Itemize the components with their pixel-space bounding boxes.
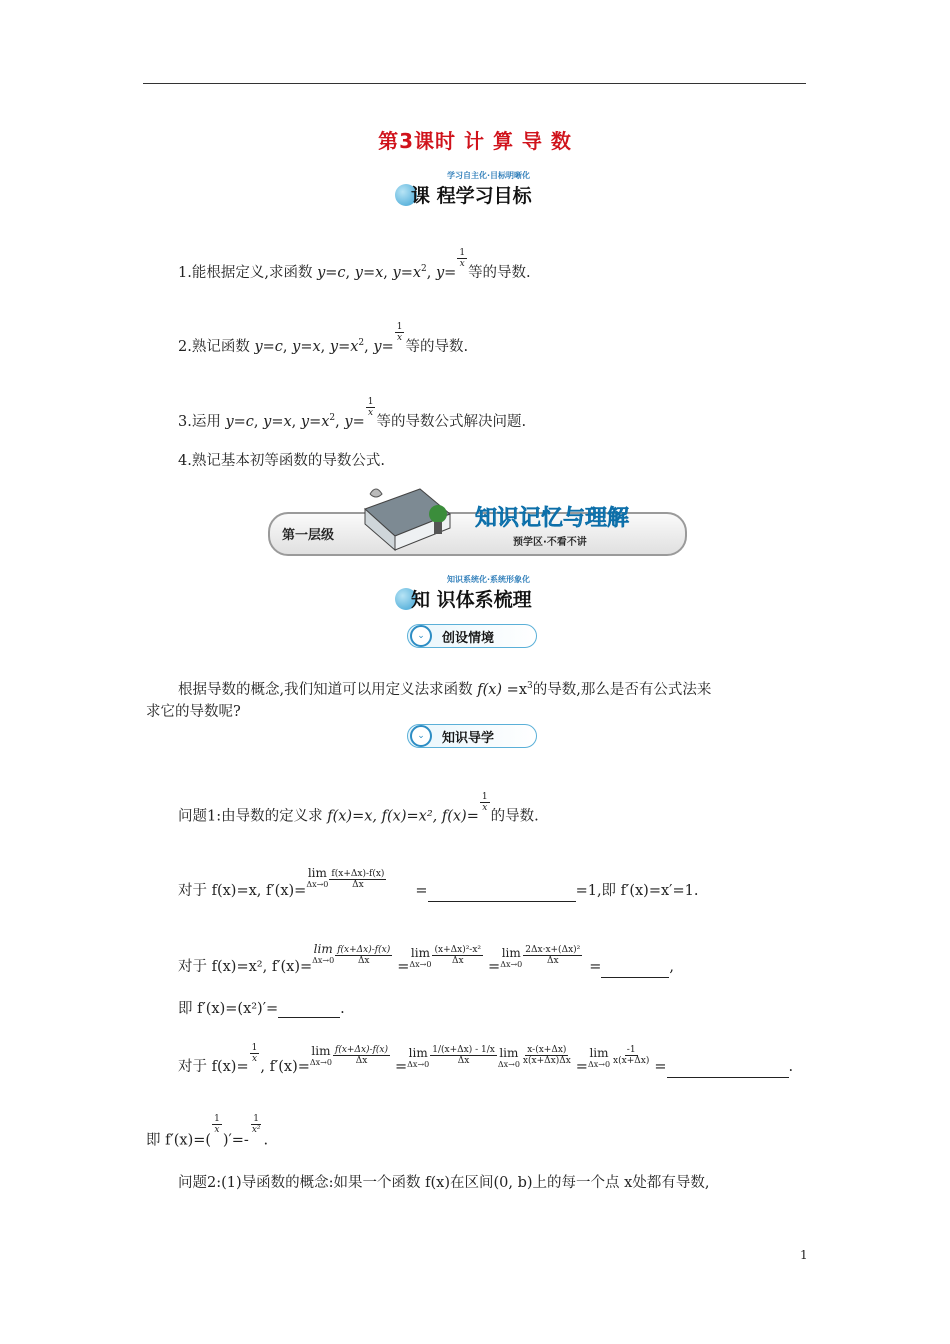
intro-paragraph-line1: 根据导数的概念,我们知道可以用定义法求函数 $f(x) =x^3$的导数,那么是否有公式法来 [178, 681, 712, 698]
banner-title: 知识记忆与理解 [475, 506, 630, 531]
book-icon [350, 484, 460, 554]
chevron-down-icon: ⌄ [410, 725, 432, 747]
answer-blank-3[interactable] [278, 1003, 340, 1018]
difference-quotient: $\frac{f(x+\Delta x)-f(x)}{\Delta x}$ [331, 868, 385, 890]
banner-level: 第一层级 [282, 528, 335, 543]
intro-paragraph-line2: 求它的导数呢? [146, 704, 241, 720]
section-header-knowledge [395, 574, 532, 612]
pill-knowledge-guide: ⌄ 知识导学 [407, 724, 537, 748]
goal-1: 1.能根据定义,求函数 y=c, y=x, $y=x^2$, y= $\frac{1}{x}$ 等的导数. [178, 248, 531, 281]
derivation-row-1: 对于 f(x)=x, f′(x)= lim Δx→0 $\frac{f(x+\Delta x)-f(x)}{\Delta x}$ = =1,即 f′(x)=x′=1. [178, 880, 698, 902]
section-title: 知 识体系梳理 [411, 589, 532, 611]
banner-subtitle: 预学区·不看不讲 [513, 537, 587, 548]
answer-blank-1[interactable] [428, 887, 576, 902]
derivation-row-4: 对于 f(x)= $\frac{1}{x}$ , f′(x)= lim Δx→0 $\frac{f(x+\Delta x)-f(x)}{\Delta x}$ = lim Δx→0 $\frac{1/(x+\Delta x) - 1/x}{\Delta x}$ lim Δx→0 $\frac{x-(x+\Delta x)}{x(x+\Delta x)\Delta x}$ = lim Δx→0 $\frac{-1}{x(x+\Delta x)}$ = . [178, 1056, 793, 1078]
derivation-row-3: 即 f′(x)=(x²)′= . [178, 1001, 345, 1017]
pill-create-scenario: ⌄ 创设情境 [407, 624, 537, 648]
section-subtitle: 学习自主化·目标明晰化 [447, 171, 531, 180]
fraction-1-over-x: $\frac{1}{x}$ [367, 397, 374, 419]
limit-expression: lim Δx→0 [306, 866, 329, 889]
fraction-1-over-x: $\frac{1}{x}$ [481, 792, 488, 813]
goal-2: 2.熟记函数 y=c, y=x, $y=x^2$, y= $\frac{1}{x}$ 等的导数. [178, 322, 469, 355]
top-rule [143, 83, 806, 84]
derivation-row-2: 对于 f(x)=x², f′(x)= lim Δx→0 $\frac{f(x+\Delta x)-f(x)}{\Delta x}$ = lim Δx→0 $\frac{\text{(x+Δx)²-x²}}{\Delta x}$ = lim Δx→0 $\frac{\text{2Δx·x+(Δx)²}}{\Delta x}$ = , [178, 956, 674, 978]
fraction-1-over-x: $\frac{1}{x}$ [396, 322, 403, 344]
question-1: 问题1:由导数的定义求 f(x)=x, f(x)=x², f(x)= $\frac{1}{x}$ 的导数. [178, 792, 539, 825]
derivation-row-5: 即 f′(x)=( $\frac{1}{x}$ )′=- $\frac{1}{\text{x²}}$ . [146, 1114, 269, 1149]
question-2: 问题2:(1)导函数的概念:如果一个函数 f(x)在区间(0, b)上的每一个点 x处都有导数, [178, 1175, 710, 1191]
goal-4: 4.熟记基本初等函数的导数公式. [178, 453, 385, 469]
section-subtitle: 知识系统化·系统形象化 [447, 575, 531, 584]
section-header-goals [395, 170, 532, 208]
answer-blank-2[interactable] [601, 963, 669, 978]
chevron-down-icon: ⌄ [410, 625, 432, 647]
answer-blank-4[interactable] [667, 1063, 789, 1078]
page-number: 1 [800, 1248, 808, 1262]
page-title: 第3课时 计 算 导 数 [378, 129, 572, 153]
fraction-1-over-x: $\frac{1}{x}$ [459, 248, 466, 270]
goal-3: 3.运用 y=c, y=x, $y=x^2$, y= $\frac{1}{x}$ 等的导数公式解决问题. [178, 397, 527, 430]
section-title: 课 程学习目标 [411, 185, 532, 207]
level-banner [268, 506, 687, 556]
